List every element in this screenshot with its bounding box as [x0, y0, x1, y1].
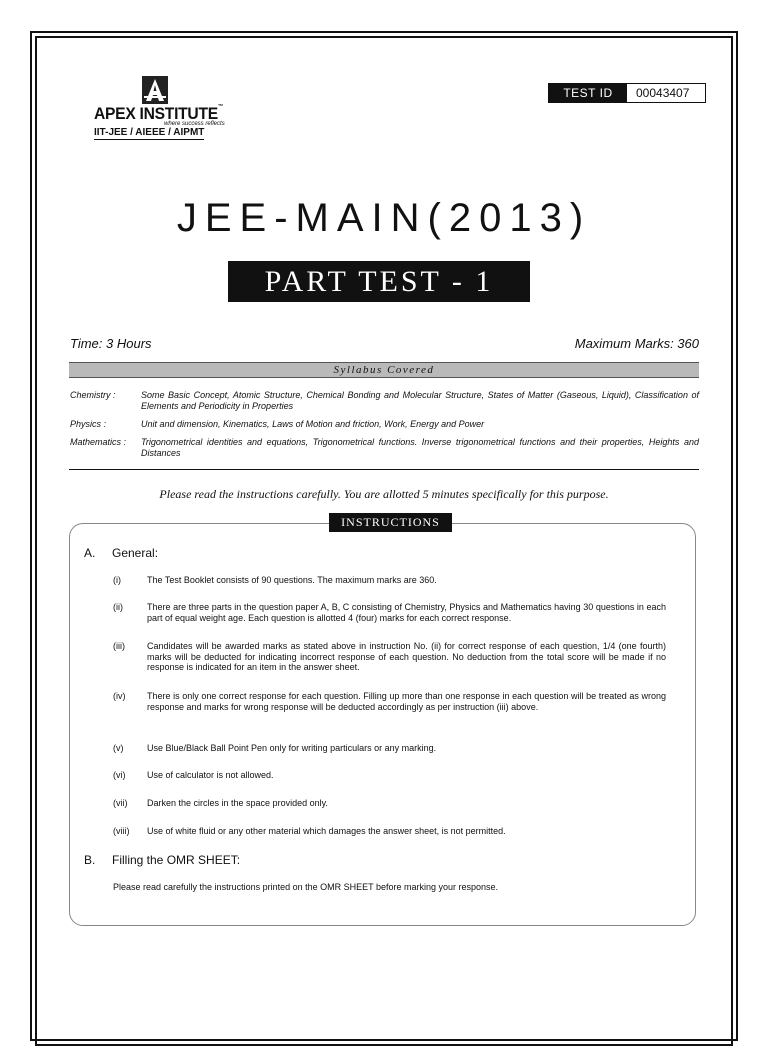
item-number: (iii): [113, 641, 125, 651]
logo-exams: IIT-JEE / AIEEE / AIPMT: [94, 127, 205, 138]
instruction-item: [113, 602, 666, 626]
instructions-label: INSTRUCTIONS: [329, 513, 452, 532]
item-number: (vii): [113, 798, 128, 808]
omr-instruction-text: Please read carefully the instructions printed on the OMR SHEET before marking your response.: [113, 882, 499, 892]
logo-trademark: ™: [217, 104, 224, 110]
item-number: (v): [113, 743, 124, 753]
syllabus-heading: Syllabus Covered: [69, 362, 699, 378]
section-title: Filling the OMR SHEET:: [112, 853, 241, 867]
maximum-marks: Maximum Marks: 360: [574, 336, 699, 351]
part-test-banner: PART TEST - 1: [228, 261, 530, 302]
section-letter: B.: [84, 853, 96, 867]
instructions-notice: Please read the instructions carefully. You are allotted 5 minutes specifically for this purpose.: [159, 487, 609, 501]
item-number: (i): [113, 575, 121, 585]
syllabus-topics: Unit and dimension, Kinematics, Laws of Motion and friction, Work, Energy and Power: [141, 419, 485, 429]
syllabus-topics: Some Basic Concept, Atomic Structure, Chemical Bonding and Molecular Structure, States of Matter (Gaseous, Liquid), Classification of Elements and Periodicity in Properties: [141, 390, 699, 411]
test-id-value: 00043407: [627, 84, 705, 102]
syllabus-row-chemistry: [70, 390, 699, 414]
logo-a-icon: [142, 76, 168, 104]
instruction-item: [113, 641, 666, 675]
item-text: There are three parts in the question paper A, B, C consisting of Chemistry, Physics and Mathematics having 30 questions in each part of equal weight age. Each question is allotted 4 (four) marks for each correct response.: [147, 602, 666, 623]
time-duration: Time: 3 Hours: [70, 336, 152, 351]
section-letter: A.: [84, 546, 96, 560]
syllabus-subject: Chemistry :: [70, 390, 116, 400]
syllabus-subject: Physics :: [70, 419, 107, 429]
instruction-item: [113, 575, 666, 587]
instruction-item: [113, 798, 666, 810]
syllabus-row-physics: [70, 419, 699, 431]
item-number: (iv): [113, 691, 126, 701]
instruction-item: [113, 826, 666, 838]
instruction-item: [113, 691, 666, 725]
exam-title: JEE-MAIN(2013): [176, 196, 592, 240]
syllabus-topics: Trigonometrical identities and equations, Trigonometrical functions. Inverse trigonometrical functions and their properties, Heights and Distances: [141, 437, 699, 458]
divider: [69, 469, 699, 470]
item-number: (ii): [113, 602, 123, 612]
item-number: (viii): [113, 826, 130, 836]
item-text: Use of calculator is not allowed.: [147, 770, 274, 780]
institute-logo: [94, 76, 244, 144]
item-number: (vi): [113, 770, 126, 780]
logo-name: APEX INSTITUTE™: [94, 104, 224, 123]
test-id-label: TEST ID: [549, 84, 627, 102]
logo-tagline: where success reflects: [164, 121, 225, 127]
item-text: Darken the circles in the space provided only.: [147, 798, 328, 808]
item-text: Use of white fluid or any other material which damages the answer sheet, is not permitted.: [147, 826, 506, 836]
syllabus-subject: Mathematics :: [70, 437, 127, 447]
item-text: The Test Booklet consists of 90 questions. The maximum marks are 360.: [147, 575, 437, 585]
item-text: Use Blue/Black Ball Point Pen only for writing particulars or any marking.: [147, 743, 437, 753]
section-title: General:: [112, 546, 159, 560]
test-id-box: [548, 83, 706, 103]
item-text: Candidates will be awarded marks as stated above in instruction No. (ii) for correct response of each question, 1/4 (one fourth) marks will be deducted for indicating incorrect response of each question. No deduction from the total score will be made if no response is indicated for an item in the answer sheet.: [147, 641, 666, 672]
instruction-item: [113, 770, 666, 782]
instruction-item: [113, 743, 666, 755]
item-text: There is only one correct response for each question. Filling up more than one response in each question will be treated as wrong response and marks for wrong response will be deducted accordingly as per instruction (iii) above.: [147, 691, 666, 712]
syllabus-row-mathematics: [70, 437, 699, 461]
